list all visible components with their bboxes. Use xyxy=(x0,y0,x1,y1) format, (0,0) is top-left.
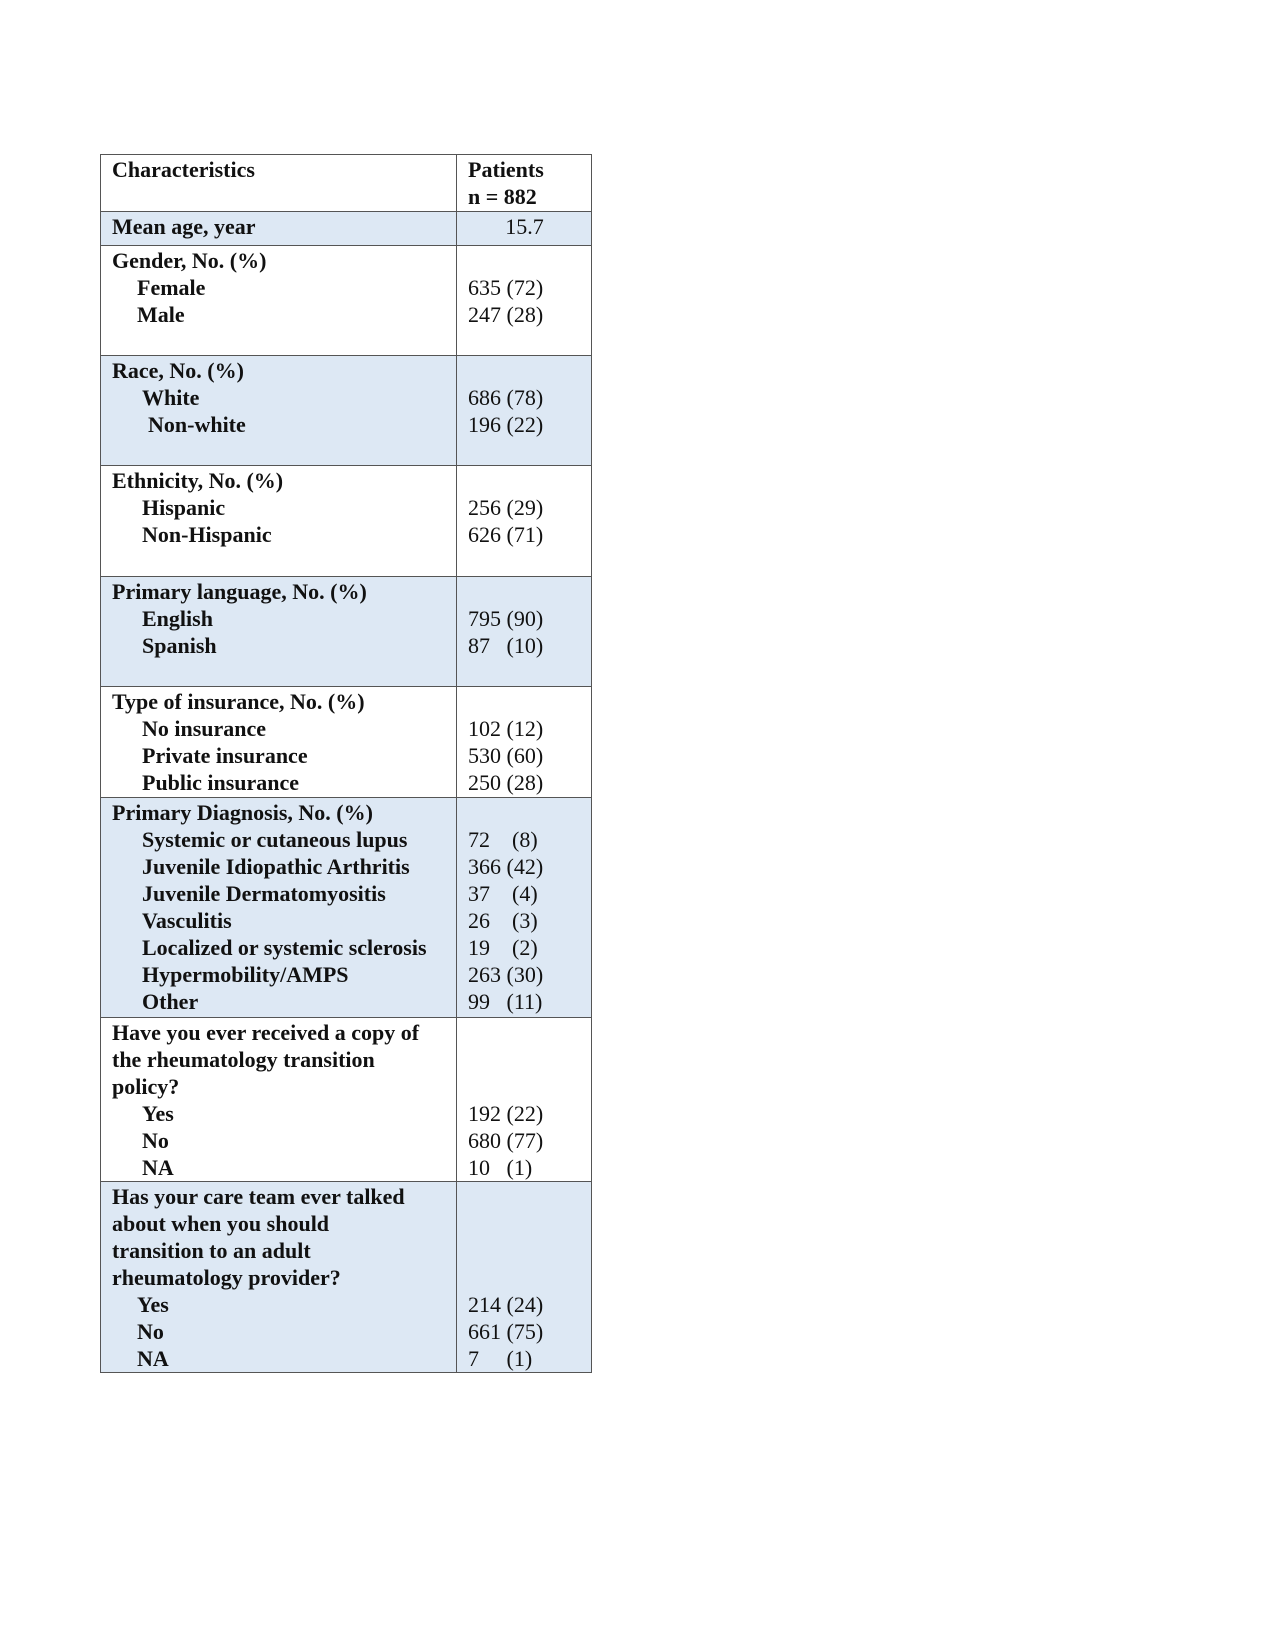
item-value: 19 (2) xyxy=(468,935,538,960)
item-value: 26 (3) xyxy=(468,908,538,933)
item-label: Vasculitis xyxy=(142,908,232,933)
section-row xyxy=(101,797,591,1017)
section-title: Primary language, No. (%) xyxy=(112,579,367,604)
section-row xyxy=(101,465,591,576)
item-label: Non-white xyxy=(148,412,246,437)
section-row xyxy=(101,1181,591,1372)
section-title: the rheumatology transition xyxy=(112,1047,375,1072)
mean-age-label: Mean age, year xyxy=(112,214,256,239)
item-label: English xyxy=(142,606,213,631)
table-header-row xyxy=(101,155,591,211)
item-label: NA xyxy=(137,1346,169,1371)
item-value: 7 (1) xyxy=(468,1346,533,1371)
item-label: Private insurance xyxy=(142,743,308,768)
section-row xyxy=(101,245,591,355)
item-value: 102 (12) xyxy=(468,716,544,741)
item-label: Non-Hispanic xyxy=(142,522,272,547)
item-value: 192 (22) xyxy=(468,1101,544,1126)
section-title: rheumatology provider? xyxy=(112,1265,341,1290)
characteristics-table xyxy=(100,154,592,1373)
header-n: n = 882 xyxy=(468,184,537,209)
section-row xyxy=(101,576,591,686)
item-label: Juvenile Idiopathic Arthritis xyxy=(142,854,410,879)
item-label: Juvenile Dermatomyositis xyxy=(142,881,386,906)
item-label: No xyxy=(137,1319,164,1344)
item-label: Public insurance xyxy=(142,770,300,795)
item-value: 99 (11) xyxy=(468,989,543,1014)
item-label: Yes xyxy=(137,1292,169,1317)
section-title: Type of insurance, No. (%) xyxy=(112,689,365,714)
item-value: 87 (10) xyxy=(468,633,544,658)
item-value: 72 (8) xyxy=(468,827,538,852)
item-label: No insurance xyxy=(142,716,267,741)
header-patients: Patients xyxy=(468,157,544,182)
section-title: Ethnicity, No. (%) xyxy=(112,468,284,493)
section-row xyxy=(101,1017,591,1181)
section-row xyxy=(101,355,591,465)
item-value: 795 (90) xyxy=(468,606,544,631)
item-value: 250 (28) xyxy=(468,770,544,795)
item-label: Hispanic xyxy=(142,495,226,520)
item-value: 37 (4) xyxy=(468,881,538,906)
item-value: 366 (42) xyxy=(468,854,544,879)
item-value: 256 (29) xyxy=(468,495,544,520)
section-title: Gender, No. (%) xyxy=(112,248,267,273)
header-characteristics: Characteristics xyxy=(112,157,255,182)
item-value: 635 (72) xyxy=(468,275,544,300)
item-label: White xyxy=(142,385,200,410)
section-title: Race, No. (%) xyxy=(112,358,244,383)
section-title: Have you ever received a copy of xyxy=(112,1020,420,1045)
item-label: Female xyxy=(137,275,206,300)
section-title: transition to an adult xyxy=(112,1238,311,1263)
item-value: 10 (1) xyxy=(468,1155,533,1180)
section-title: Primary Diagnosis, No. (%) xyxy=(112,800,373,825)
item-value: 196 (22) xyxy=(468,412,544,437)
section-title: about when you should xyxy=(112,1211,330,1236)
item-value: 263 (30) xyxy=(468,962,544,987)
item-value: 214 (24) xyxy=(468,1292,544,1317)
item-label: NA xyxy=(142,1155,174,1180)
item-label: Spanish xyxy=(142,633,217,658)
item-label: Other xyxy=(142,989,199,1014)
item-value: 686 (78) xyxy=(468,385,544,410)
section-title: Has your care team ever talked xyxy=(112,1184,405,1209)
section-row xyxy=(101,686,591,797)
item-label: Yes xyxy=(142,1101,174,1126)
item-label: Hypermobility/AMPS xyxy=(142,962,349,987)
section-title: policy? xyxy=(112,1074,180,1099)
item-value: 680 (77) xyxy=(468,1128,544,1153)
item-label: Localized or systemic sclerosis xyxy=(142,935,427,960)
item-value: 247 (28) xyxy=(468,302,544,327)
item-label: No xyxy=(142,1128,169,1153)
mean-age-value: 15.7 xyxy=(505,214,544,239)
item-label: Male xyxy=(137,302,185,327)
item-label: Systemic or cutaneous lupus xyxy=(142,827,408,852)
item-value: 626 (71) xyxy=(468,522,544,547)
item-value: 530 (60) xyxy=(468,743,544,768)
mean-age-row xyxy=(101,211,591,245)
item-value: 661 (75) xyxy=(468,1319,544,1344)
